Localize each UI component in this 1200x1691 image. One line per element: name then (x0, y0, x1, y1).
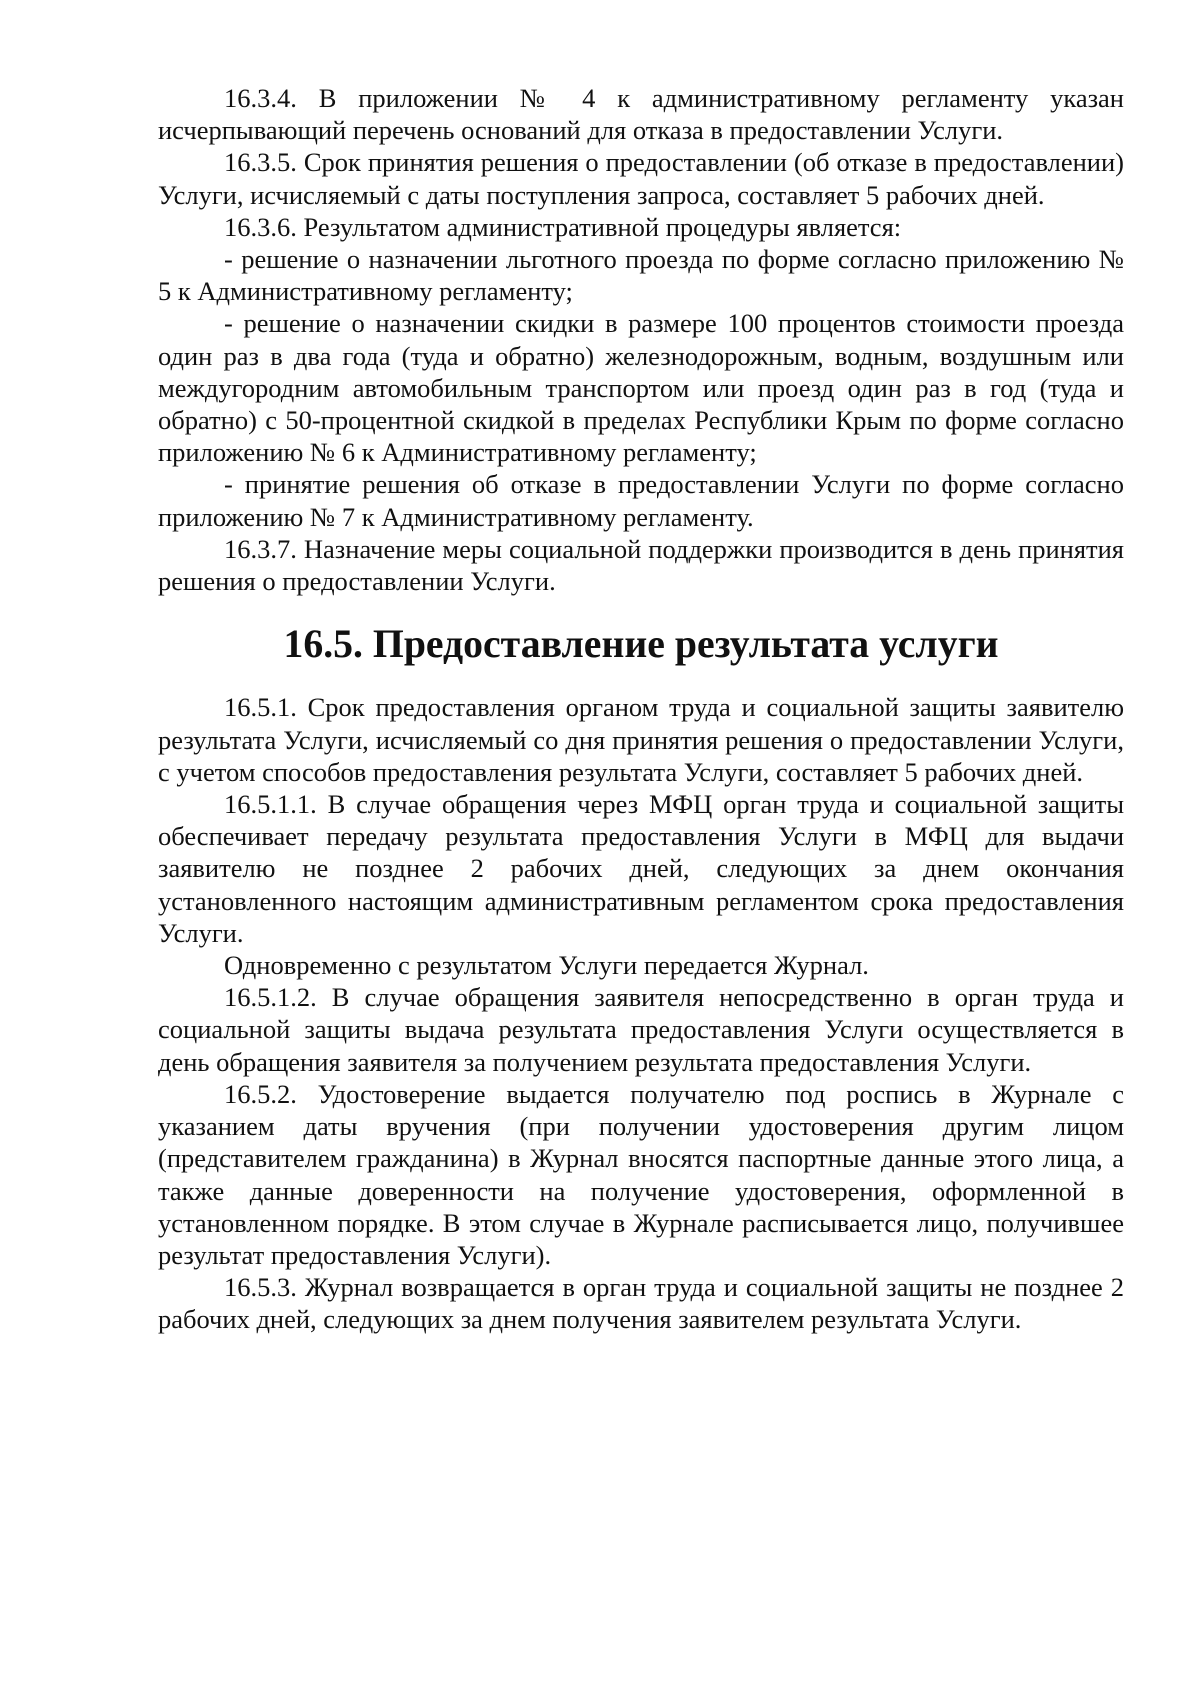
paragraph-16-3-7: 16.3.7. Назначение меры социальной поддержки производится в день принятия решения о предоставлении Услуги. (158, 533, 1124, 597)
paragraph-16-3-4: 16.3.4. В приложении № 4 к административному регламенту указан исчерпывающий перечень оснований для отказа в предоставлении Услуги. (158, 83, 1124, 146)
paragraph-16-5-2: 16.5.2. Удостоверение выдается получателю под роспись в Журнале с указанием даты вручения (при получении удостоверения другим лицом (представителем гражданина) в Журнал вносятся паспортные данные этого лица, а также данные доверенности на получение удостоверения, оформленной в установленном порядке. В этом случае в Журнале расписывается лицо, получившее результат предоставления Услуги). (158, 1078, 1124, 1270)
list-item-refusal-decision: - принятие решения об отказе в предоставлении Услуги по форме согласно приложению № 7 к Административному регламенту. (158, 469, 1124, 532)
paragraph-16-5-1-1: 16.5.1.1. В случае обращения через МФЦ орган труда и социальной защиты обеспечивает передачу результата предоставления Услуги в МФЦ для выдачи заявителю не позднее 2 рабочих дней, следующих за днем окончания установленного настоящим административным регламентом срока предоставления Услуги. (158, 789, 1124, 948)
document-page (158, 82, 1124, 1336)
list-item-travel-discount: - решение о назначении скидки в размере 100 процентов стоимости проезда один раз в два года (туда и обратно) железнодорожным, водным, воздушным или междугородним автомобильным транспортом или проезд один раз в год (туда и обратно) с 50-процентной скидкой в пределах Республики Крым по форме согласно приложению № 6 к Административному регламенту; (158, 308, 1124, 468)
paragraph-16-3-6: 16.3.6. Результатом административной процедуры является: (224, 211, 902, 242)
section-16-5 (158, 691, 1124, 1335)
list-item-preferential-travel: - решение о назначении льготного проезда по форме согласно приложению № 5 к Административному регламенту; (158, 244, 1124, 307)
paragraph-16-5-1-2: 16.5.1.2. В случае обращения заявителя непосредственно в орган труда и социальной защиты выдача результата предоставления Услуги осуществляется в день обращения заявителя за получением результата предоставления Услуги. (158, 982, 1124, 1077)
paragraph-16-3-5: 16.3.5. Срок принятия решения о предоставлении (об отказе в предоставлении) Услуги, исчисляемый с даты поступления запроса, составляет 5 рабочих дней. (158, 147, 1124, 210)
paragraph-16-5-1: 16.5.1. Срок предоставления органом труда и социальной защиты заявителю результата Услуги, исчисляемый со дня принятия решения о предоставлении Услуги, с учетом способов предоставления результата Услуги, составляет 5 рабочих дней. (158, 692, 1124, 787)
section-heading-16-5: 16.5. Предоставление результата услуги (283, 622, 999, 667)
section-16-3 (158, 82, 1124, 597)
paragraph-journal-transfer: Одновременно с результатом Услуги передается Журнал. (224, 950, 869, 981)
paragraph-16-5-3: 16.5.3. Журнал возвращается в орган труда и социальной защиты не позднее 2 рабочих дней, следующих за днем получения заявителем результата Услуги. (158, 1272, 1124, 1335)
